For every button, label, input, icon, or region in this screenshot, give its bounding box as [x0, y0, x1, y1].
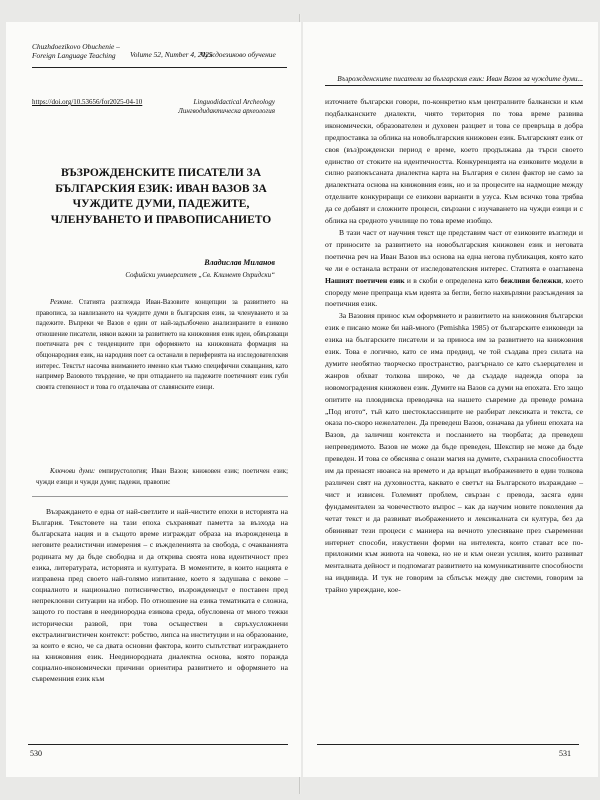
header-rule [32, 67, 287, 68]
abstract-label: Резюме. [50, 299, 74, 306]
running-header: Възрожденските писатели за българския език: Иван Вазов за чуждите думи... [337, 74, 583, 83]
bold-phrase: Нашият поетичен език [325, 275, 405, 285]
author-name: Владислав Миланов [204, 258, 275, 267]
footer-rule-right [317, 744, 579, 745]
keywords-label: Ключови думи: [50, 468, 96, 475]
bold-phrase: бежливи бележки [500, 275, 562, 285]
paragraph: В тази част от научния текст ще представим част от езиковите възгледи и от приносите за развитието на новобългарския книжовен език и неговата поетична реч на Иван Вазов въз основа на една негова публикация, която като че ли е останала встрани от изследователския интерес. Статията е озаглавена Нашият поетичен език и в скоби е определена като бежливи бележки, което спореду мене препраща към идеята за бегли, бегло нахвърляни разсъждения за поетичния език. [325, 227, 583, 309]
volume-info: Volume 52, Number 4, 2025 [130, 50, 213, 59]
right-page [303, 22, 598, 777]
body-text-right [325, 96, 583, 596]
paragraph: източните български говори, по-конкретно към централните балкански и към подбалканските диалекти, чиято територия по това време развива икономически, образователен и духовен разцвет и това се превръща в добра предпоставка за облика на новобългарския книжовен език. Българският език от своя (въз)рожденски период е време, което продължава да търси своето единство от стоките на идентичността. Конкуренцията на езиковите модели в силно разпокъсаната диалектна карта на България е силен фактор не само за диалектната основа на книжовния език, но и за процесите на надмощие между отделните конкуриращи се езикови варианти в узуса. Към всичко това трябва да се добавят и сложните процеси, свързани с изучаването на чужди езици и с облика на средното училище по това време изобщо. [325, 97, 583, 226]
abstract-text: Статията разглежда Иван-Вазовите концепции за развитието на правописа, за навлизането на чуждите думи в българския език, за членуването и за падежите. Въпреки че Вазов е един от най-задълбочено анализираните в езиково отношение писатели, някои важни за развитието на книжовния език идеи, обвързващи поетичната реч с тенденциите при оформянето на книжовната формация на общонародния език, на народния поет са останали в периферията на изследователския интерес. Текстът насочва вниманието именно към тъкмо специфични схващания, като например Вазовото твърдение, че при отпадането на падежите поетичният език губи своята степенност и това го отдалечава от славянските езици. [36, 299, 288, 391]
left-page [6, 22, 301, 777]
rubric-bg: Лингводидактическа археология [178, 107, 275, 115]
rubric [145, 98, 275, 116]
article-title: ВЪЗРОЖДЕНСКИТЕ ПИСАТЕЛИ ЗА БЪЛГАРСКИЯ ЕЗИК: ИВАН ВАЗОВ ЗА ЧУЖДИТЕ ДУМИ, ПАДЕЖИТЕ, ЧЛЕНУВАНЕТО И ПРАВОПИСАНИЕТО [50, 167, 272, 226]
rubric-en: Linguodidactical Archeology [193, 98, 275, 106]
journal-name: Chuzhdoezikovo Obuchenie – Foreign Language Teaching [32, 42, 120, 60]
abstract-rule [32, 496, 288, 497]
doi-link[interactable]: https://doi.org/10.53656/for2025-04-10 [32, 98, 143, 106]
body-text-left: Възраждането е една от най-светлите и най-чистите епохи в историята на България. Текстовете на тази епоха съхраняват паметта за възхода на българската нация и в същото време изграждат образа на възрожденеца в неговите реалистични измерения – с въжделенията за свобода, с очакванията родината му да бъде свободна и да открива своята нова идентичност през езика, литературата, историята и културата. В моментите, в които нацията е изправена пред своето най-голямо изпитание, което я задушава с векове – социалното и национално потисничество, възрожденецът е поставен пред непреклонни ситуации на избор. По отношение на езика тематиката е сложна, защото го поставя в неединородна езикова среда, обусловена от много тежки исторически развой, при това осъществен в свръхусложнени екстралингвистичен контекст: робство, липса на институции и на образование, за които е ясно, че са двата основни фактора, които съпътстват изграждането на книжовния език. Неединородната диалектна основа, която поражда социално-икономически причини ориентира развитието и оформянето на съвременния език към [32, 507, 288, 684]
abstract [36, 298, 288, 393]
keywords [36, 467, 288, 488]
running-header-rule [325, 85, 583, 86]
journal-topic: Чуждоезиково обучение [200, 50, 276, 59]
paragraph: За Вазовия принос към оформянето и развитието на книжовния български език е писано може би най-много (Pemishka 1985) от българските езиковеди за езика на българските писатели и за приноса им за развитието на книжовния език. Това е логично, като се има предвид, че той създава през силата на думите необятно творческо пространство, разгърнало се като съзерцателен и жанров обхват толкова широко, че да създаде надежда опора за новомоградения книжовен език. Думите на Вазов са думи на епохата. Ето защо опитите на пловдивска преводачка на нашето съвремие да преведе романа „Под игото“, тъй като шестоклассниците не разбират лексиката и текста, се оказа по-скоро нежелателен. Да преведеш Вазов, означава да убиеш епохата на Вазов, да заличиш контекста и посланието на творбата; да преведеш непреведимото. Вазов не може да бъде преведен, Шекспир не може да бъде преведен. И това се обяснява с онази магия на думите, съхранила способността им да пренасят нюанса на времето и да връщат въображението в един толкова различен свят на духовността, каквато е светът на Българското възраждане – чист и извисен. Големият проблем, свързан с превода, засяга един фундаментален за човечеството въпрос – как да научим новите поколения да четат текст и да развиват въображението и лексикалната си култура, без да обвиняват тези процеси с маниера на вечното улесняване през съвременни интернет способи, изкуствени форми на интелекта, които стават все по-приложими към живота на човека, но не и към онези усилия, които развиват менталната дейност и подпомагат развитието на комуникативните способности на индивида. И тук не говорим за сблъсък между две системи, говорим за трайно увреждане, кое- [325, 311, 583, 595]
footer-rule-left [28, 744, 288, 745]
author-affiliation: Софийски университет „Св. Климент Охридски“ [125, 271, 275, 279]
keywords-text: емпирустология; Иван Вазов; книжовен език; поетичен език; чужди езици и чужди думи; падежи, правопис [36, 468, 288, 486]
page-number-right: 531 [559, 749, 571, 758]
page-number-left: 530 [30, 749, 42, 758]
